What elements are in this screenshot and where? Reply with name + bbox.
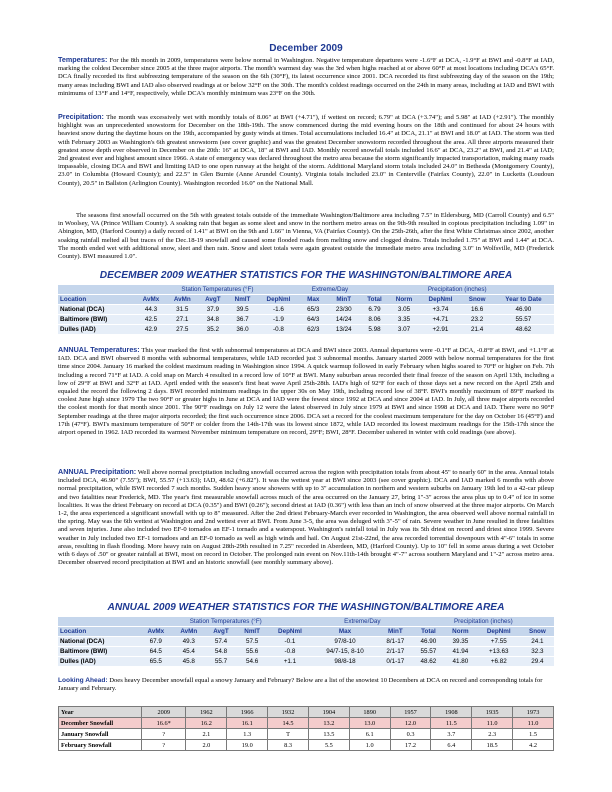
table-cell: 11.0 <box>513 718 554 729</box>
table-cell: December Snowfall <box>59 718 142 729</box>
column-header: 1908 <box>431 707 472 718</box>
table-cell: 12.0 <box>390 718 431 729</box>
precipitation-paragraph <box>58 113 554 188</box>
group-extreme: Extreme/Day <box>312 617 413 627</box>
column-header: Norm <box>389 295 420 305</box>
table-cell: 23/30 <box>327 305 361 315</box>
table-cell: -1.6 <box>257 305 299 315</box>
annual-table-title: ANNUAL 2009 WEATHER STATISTICS FOR THE WASHINGTON/BALTIMORE AREA <box>107 602 505 613</box>
table-cell: -0.1 <box>268 637 312 647</box>
group-precip: Precipitation (inches) <box>360 285 554 295</box>
table-cell: +6.82 <box>477 657 521 667</box>
temperatures-lead: Temperatures: <box>58 55 108 64</box>
table-cell: 55.6 <box>236 647 267 657</box>
column-header: 1966 <box>227 707 268 718</box>
table-cell: 35.2 <box>198 325 227 335</box>
column-header: NmlT <box>236 627 267 637</box>
table-row <box>58 315 554 325</box>
table-cell: ? <box>142 729 186 740</box>
column-header: DepNml <box>477 627 521 637</box>
table-cell: 5.5 <box>308 740 349 751</box>
table-cell: 41.80 <box>444 657 477 667</box>
table-cell: 55.7 <box>205 657 236 667</box>
column-header: 1957 <box>390 707 431 718</box>
table-cell: 19.0 <box>227 740 268 751</box>
column-header: DepNml <box>257 295 299 305</box>
table-cell: Dulles (IAD) <box>58 657 139 667</box>
table-cell: 55.57 <box>493 315 554 325</box>
table-cell: 21.4 <box>461 325 492 335</box>
table-cell: January Snowfall <box>59 729 142 740</box>
table-cell: 36.0 <box>228 325 258 335</box>
annual-temperatures-lead: ANNUAL Temperatures: <box>58 345 140 354</box>
table-cell: 46.90 <box>493 305 554 315</box>
group-spacer <box>58 617 139 627</box>
column-header: Max <box>312 627 378 637</box>
table-cell: 13/24 <box>327 325 361 335</box>
table-cell: +2.91 <box>419 325 461 335</box>
table-cell: 6.79 <box>360 305 388 315</box>
table-cell: 45.4 <box>172 647 205 657</box>
table-cell: 97/8-10 <box>312 637 378 647</box>
looking-ahead-lead: Looking Ahead: <box>58 677 108 684</box>
table-cell: 55.57 <box>413 647 444 657</box>
looking-ahead-paragraph <box>58 677 554 693</box>
column-header: Year <box>59 707 142 718</box>
table-row <box>58 637 554 647</box>
table-cell: 3.05 <box>389 305 420 315</box>
table-cell: 6.1 <box>349 729 390 740</box>
column-header: 1962 <box>186 707 227 718</box>
table-cell: 11.0 <box>472 718 513 729</box>
table-cell: 16.6* <box>142 718 186 729</box>
table-cell: 2.0 <box>186 740 227 751</box>
annual-temperatures-paragraph <box>58 346 554 437</box>
table-cell: 54.8 <box>205 647 236 657</box>
table-header-row <box>58 627 554 637</box>
table-cell: 16.1 <box>227 718 268 729</box>
table-cell: 24.1 <box>521 637 554 647</box>
group-spacer <box>58 285 135 295</box>
table-cell: +4.71 <box>419 315 461 325</box>
table-cell: 2.3 <box>472 729 513 740</box>
table-cell: 49.3 <box>172 637 205 647</box>
table-cell: 41.94 <box>444 647 477 657</box>
table-cell: 1.3 <box>227 729 268 740</box>
table-cell: 39.35 <box>444 637 477 647</box>
table-cell: 8.3 <box>268 740 309 751</box>
column-header: MinT <box>378 627 413 637</box>
table-cell: 67.9 <box>139 637 172 647</box>
table-cell: 37.9 <box>198 305 227 315</box>
column-header: DepNml <box>419 295 461 305</box>
table-cell: +7.55 <box>477 637 521 647</box>
column-header: Norm <box>444 627 477 637</box>
table-cell: 1.0 <box>349 740 390 751</box>
table-cell: 48.62 <box>493 325 554 335</box>
table-cell: 64.5 <box>139 647 172 657</box>
column-header: Location <box>58 295 135 305</box>
page-title: December 2009 <box>269 43 343 54</box>
table-row <box>58 325 554 335</box>
table-cell: 11.5 <box>431 718 472 729</box>
table-cell: 31.5 <box>167 305 199 315</box>
table-cell: -0.8 <box>268 647 312 657</box>
column-header: Max <box>299 295 327 305</box>
table-cell: 46.90 <box>413 637 444 647</box>
column-header: AvMn <box>167 295 199 305</box>
table-cell: Dulles (IAD) <box>58 325 135 335</box>
annual-precipitation-paragraph <box>58 468 554 567</box>
table-cell: Baltimore (BWI) <box>58 315 135 325</box>
table-cell: 27.5 <box>167 325 199 335</box>
column-header: Total <box>360 295 388 305</box>
temperatures-paragraph <box>58 56 554 98</box>
table-header-row <box>59 707 554 718</box>
group-precip: Precipitation (inches) <box>413 617 554 627</box>
table-cell: 0/1-17 <box>378 657 413 667</box>
annual-stats-table <box>58 617 554 666</box>
table-cell: 6.4 <box>431 740 472 751</box>
table-cell: +3.74 <box>419 305 461 315</box>
annual-precipitation-text: Well above normal precipitation including snowfall occurred across the region with precipitation totals from about 45" to nearly 60" in the area. Annual totals included DCA, 46.90" (7.55"); BWI, 55.57 (+13.63); IAD, 48.62 (+6.82"). It was the wettest year at BWI since 2003 (see cover graphic). DCA and IAD marked 6 months with above normal precipitation, while BWI recorded 7 such months. Sudden heavy snow showers with up to 3" accumulation in northern and western suburbs on January 19th led to a 42-car pileup and two fatalities near Frederick, MD. The year's first measurable snowfall across much of the area occurred on the January 27, bring 1"-3" across the area plus up to 0.4" of ice in some localities. It was the driest February on record at DCA (0.35") and BWI (0.26"); second driest at IAD (0.36") with less than an inch of snow observed at the three major airports. On March 1-2, the area experienced a significant snowfall with up to 8" measured. After the 2nd driest February-March ever recorded in Washington, the area observed well above normal rainfall in the spring. May was the 6th wettest at Washington and 2nd wettest ever at BWI. From June 3-5, the area was deluged with 3"-5" of rain. Severe weather in June resulted in three fatalities and seven injuries. June also included two EF-0 tornados an EF-1 tornado and a waterspout. Washington's rainfall total in July was its 5th driest on record and driest since 1999. Severe weather in July included two EF-1 tornadoes and an EF-0 tornado as well as high winds and hail. On August 21st-22nd, the area recorded torrential downpours with 4"-6" totals in some areas, resulting in flash flooding. More heavy rain on August 28th-29th resulted in 7.25" recorded in Aberdeen, MD, (Harford County). Up to 10" fell in some areas during a wet October with 6 days of .50" or greater rainfall at BWI, most on record in October. The prolonged rain event on Nov.11th-14th brought 4"-7" across southern Maryland and 1"-2" across metro area. December observed record precipitation at BWI and an historic snowfall (see monthly summary above). <box>58 469 555 567</box>
looking-ahead-text: Does heavy December snowfall equal a snowy January and February? Below are a list of the snowiest 10 Decembers at DCA on record and corresponding totals for January and February. <box>58 677 543 693</box>
table-cell: 34.8 <box>198 315 227 325</box>
precipitation-lead: Precipitation: <box>58 112 104 121</box>
table-cell: 32.3 <box>521 647 554 657</box>
table-cell: 62/3 <box>299 325 327 335</box>
table-cell: 13.5 <box>308 729 349 740</box>
group-station: Station Temperatures (°F) <box>139 617 312 627</box>
group-station: Station Temperatures (°F) <box>135 285 299 295</box>
table-cell: 23.2 <box>461 315 492 325</box>
table-cell: 5.98 <box>360 325 388 335</box>
table-cell: -0.8 <box>257 325 299 335</box>
column-header: 1890 <box>349 707 390 718</box>
table-cell: 17.2 <box>390 740 431 751</box>
column-header: Year to Date <box>493 295 554 305</box>
column-header: AvgT <box>205 627 236 637</box>
table-cell: 3.7 <box>431 729 472 740</box>
column-header: AvMx <box>135 295 166 305</box>
table-cell: 2.1 <box>186 729 227 740</box>
table-cell: 54.6 <box>236 657 267 667</box>
table-cell: 57.4 <box>205 637 236 647</box>
column-header: AvMx <box>139 627 172 637</box>
table-cell: T <box>268 729 309 740</box>
december-table-title: DECEMBER 2009 WEATHER STATISTICS FOR THE WASHINGTON/BALTIMORE AREA <box>99 270 513 281</box>
table-cell: 48.62 <box>413 657 444 667</box>
table-cell: 8.06 <box>360 315 388 325</box>
column-header: 1932 <box>268 707 309 718</box>
table-cell: 18.5 <box>472 740 513 751</box>
column-header: Snow <box>461 295 492 305</box>
column-header: Location <box>58 627 139 637</box>
table-row <box>59 740 554 751</box>
table-row <box>58 305 554 315</box>
table-cell: 65/3 <box>299 305 327 315</box>
table-cell: 16.2 <box>186 718 227 729</box>
table-header-row <box>58 295 554 305</box>
column-header: 2009 <box>142 707 186 718</box>
table-cell: 44.3 <box>135 305 166 315</box>
table-cell: 3.07 <box>389 325 420 335</box>
group-extreme: Extreme/Day <box>299 285 360 295</box>
annual-precipitation-lead: ANNUAL Precipitation: <box>58 467 137 476</box>
column-header: 1904 <box>308 707 349 718</box>
snowfall-comparison-table <box>58 706 554 751</box>
table-cell: 36.7 <box>228 315 258 325</box>
table-cell: 14/24 <box>327 315 361 325</box>
table-cell: 64/3 <box>299 315 327 325</box>
table-cell: February Snowfall <box>59 740 142 751</box>
table-group-row <box>58 285 554 295</box>
table-cell: National (DCA) <box>58 305 135 315</box>
table-cell: 42.9 <box>135 325 166 335</box>
table-row <box>58 647 554 657</box>
table-cell: 13.2 <box>308 718 349 729</box>
column-header: Total <box>413 627 444 637</box>
temperatures-text: For the 8th month in 2009, temperatures were below normal in Washington. Negative temperature departures were -1.6°F at DCA, -1.9°F at BWI and -0.8°F at IAD, marking the coldest December since 2005 at the three major airports. The month's warmest day was the 3rd when highs reached at or above 60°F at most locations including DCA's 65°F. DCA finally recorded its first subfreezing temperature of the season on the 6th (30°F), its latest occurrence since 2001. DCA recorded its first subfreezing day of the season on the 19th; many areas including BWI and IAD also observed readings at or below 32°F on the 30th. The month's coldest readings occurred on the 24th in many areas, including at IAD and BWI with minimums of 13°F and 14°F, respectively, while DCA's monthly minimum was 23°F on the 30th. <box>58 57 554 97</box>
table-cell: 29.4 <box>521 657 554 667</box>
table-cell: 3.35 <box>389 315 420 325</box>
table-row <box>58 657 554 667</box>
table-cell: +1.1 <box>268 657 312 667</box>
precipitation-paragraph-2: The seasons first snowfall occurred on the 5th with greatest totals outside of the immediate Washington/Baltimore area including 7.5" in Eldersburg, MD (Carroll County) and 6.5" in Woolsey, VA (Prince William County). A soaking rain that began as some sleet and snow in the northern metro areas on the 9th-9th resulted in copious precipitation including 1.09" in Abington, MD, (Harford County) a daily record of 1.41" at BWI on the 9th and 1.66" in Vienna, VA (Fairfax County). On the 25th-26th, after the first White Christmas since 2002, another soaking rainfall melted all but traces of the Dec.18-19 snowfall and caused some flooded roads from melting snow and clogged drains. Totals included 1.75" at BWI and 1.44" at DCA. The month ended wet with additional snow, sleet and then rain. Snow and sleet totals were again greatest outside the immediate metro area including 3.0" in Wolfsville, MD (Frederick County). BWI measured 1.0". <box>58 212 554 261</box>
table-cell: 39.5 <box>228 305 258 315</box>
table-cell: 98/8-18 <box>312 657 378 667</box>
table-cell: 2/1-17 <box>378 647 413 657</box>
column-header: MinT <box>327 295 361 305</box>
table-cell: 8/1-17 <box>378 637 413 647</box>
table-cell: Baltimore (BWI) <box>58 647 139 657</box>
column-header: 1935 <box>472 707 513 718</box>
table-cell: 1.5 <box>513 729 554 740</box>
table-cell: +13.63 <box>477 647 521 657</box>
column-header: Snow <box>521 627 554 637</box>
table-row <box>59 729 554 740</box>
column-header: DepNml <box>268 627 312 637</box>
table-cell: 14.5 <box>268 718 309 729</box>
column-header: AvMn <box>172 627 205 637</box>
table-row <box>59 718 554 729</box>
table-cell: 27.1 <box>167 315 199 325</box>
table-cell: National (DCA) <box>58 637 139 647</box>
table-cell: 4.2 <box>513 740 554 751</box>
table-cell: 57.5 <box>236 637 267 647</box>
annual-temperatures-text: This year marked the first with subnormal temperatures at DCA and BWI since 2003. Annual departures were -0.1°F at DCA, -0.8°F at BWI, and +1.1°F at IAD. DCA and BWI observed 8 months with subnormal temperatures, while IAD recorded just 3 subnormal months. January started 2009 with below normal temperatures for the first time since 2004. January 16 marked the coldest maximum reading in Washington since 1994. A quick warmup followed in early February when highs soared to 70°F or higher on Feb. 7th including a record 71°F at IAD. A cold snap on March 4 resulted in a record low of 10°F at BWI. Many suburban areas recorded their final freeze of the season on April 13th, including a low of 29°F at BWI and 32°F at IAD. April ended with the season's first heat wave April 25th-28th. IAD's high of 92°F for each of those days set a new record on the April 25th and equaled the record the following 2 days. BWI recorded minimum readings in the upper 30s on May 19th, including record low of 38°F. BWI's monthly maximum of 89°F marked its coolest June high since 1979 The two 90°F or greater highs in June at DCA and IAD were the fewest since 1992 at DCA and since 2004 at IAD. In July, all three major airports recorded the coolest month for that month since 2001. The 90°F readings on July 12 were the latest observed in July since 1979 at BWI and since 1998 at DCA and IAD. There were no 90°F September readings at the three major airports recorded; the first such occurrence since 2006. DCA set a record for the coolest maximum temperature for the day on October 16 (45°F) and 17th (47°F). BWI's maximum temperature of 50°F or colder from the 14th-17th was its lowest since 1872, while IAD recorded its lowest maximum readings for the 15th-17th since the airport opened in 1962. IAD recorded its warmest November minimum temperature on record, 29°F; BWI, 28°F. December ushered in winter with cold readings (see above). <box>58 347 554 437</box>
table-cell: 42.5 <box>135 315 166 325</box>
december-stats-table <box>58 285 554 334</box>
table-cell: 0.3 <box>390 729 431 740</box>
precipitation-text: The month was excessively wet with monthly totals of 8.06" at BWI (+4.71"), if wettest on record; 6.79" at DCA (+3.74"); and 5.98" at IAD (+2.91"). The monthly highlight was an unprecedented snowstorm for December on the 18th-19th. The snow commenced during the mid evening hours on the 18th and continued for about 24 hours with heaviest snow during the daytime hours on the 19th, accompanied by gusty winds at times. Total accumulations included 16.4" at DCA, 21.1" at BWI and 18.0" at IAD. The storm was tied with February 2003 as Washington's 6th greatest snowstorm (see cover graphic) and was the greatest December snowstorm recorded throughout the area. All three airports measured their greatest snow depth ever observed in December on the 20th: 16" at DCA, 18" at BWI and IAD. Monthly record snowfall totals included 16.6" at DCA, 23.2" at BWI, and 21.4" at IAD; 2nd greatest ever and highest amount since 1966. A state of emergency was declared throughout the metro area because the storm significantly impacted transportation, making many roads impassable, closing DCA and BWI and limiting IAD to one open runway at the height of the storm. Additional Maryland storm totals included 24.0" in Bethesda (Montgomery County), 23.0" in Columbia (Howard County); and 22.5" in Glen Burnie (Anne Arundel County). Virginia totals included 23.0" in Centerville (Fairfax County), 22.0" in Lucketts (Loudoun County), 20.5" in Ballston (Arlington County). Washington recorded 16.0" on the National Mall. <box>58 114 555 187</box>
column-header: NmlT <box>228 295 258 305</box>
table-cell: 65.5 <box>139 657 172 667</box>
table-cell: 16.6 <box>461 305 492 315</box>
column-header: 1973 <box>513 707 554 718</box>
table-cell: 45.8 <box>172 657 205 667</box>
table-cell: -1.9 <box>257 315 299 325</box>
table-cell: ? <box>142 740 186 751</box>
column-header: AvgT <box>198 295 227 305</box>
table-cell: 94/7-15, 8-10 <box>312 647 378 657</box>
table-cell: 13.0 <box>349 718 390 729</box>
table-group-row <box>58 617 554 627</box>
